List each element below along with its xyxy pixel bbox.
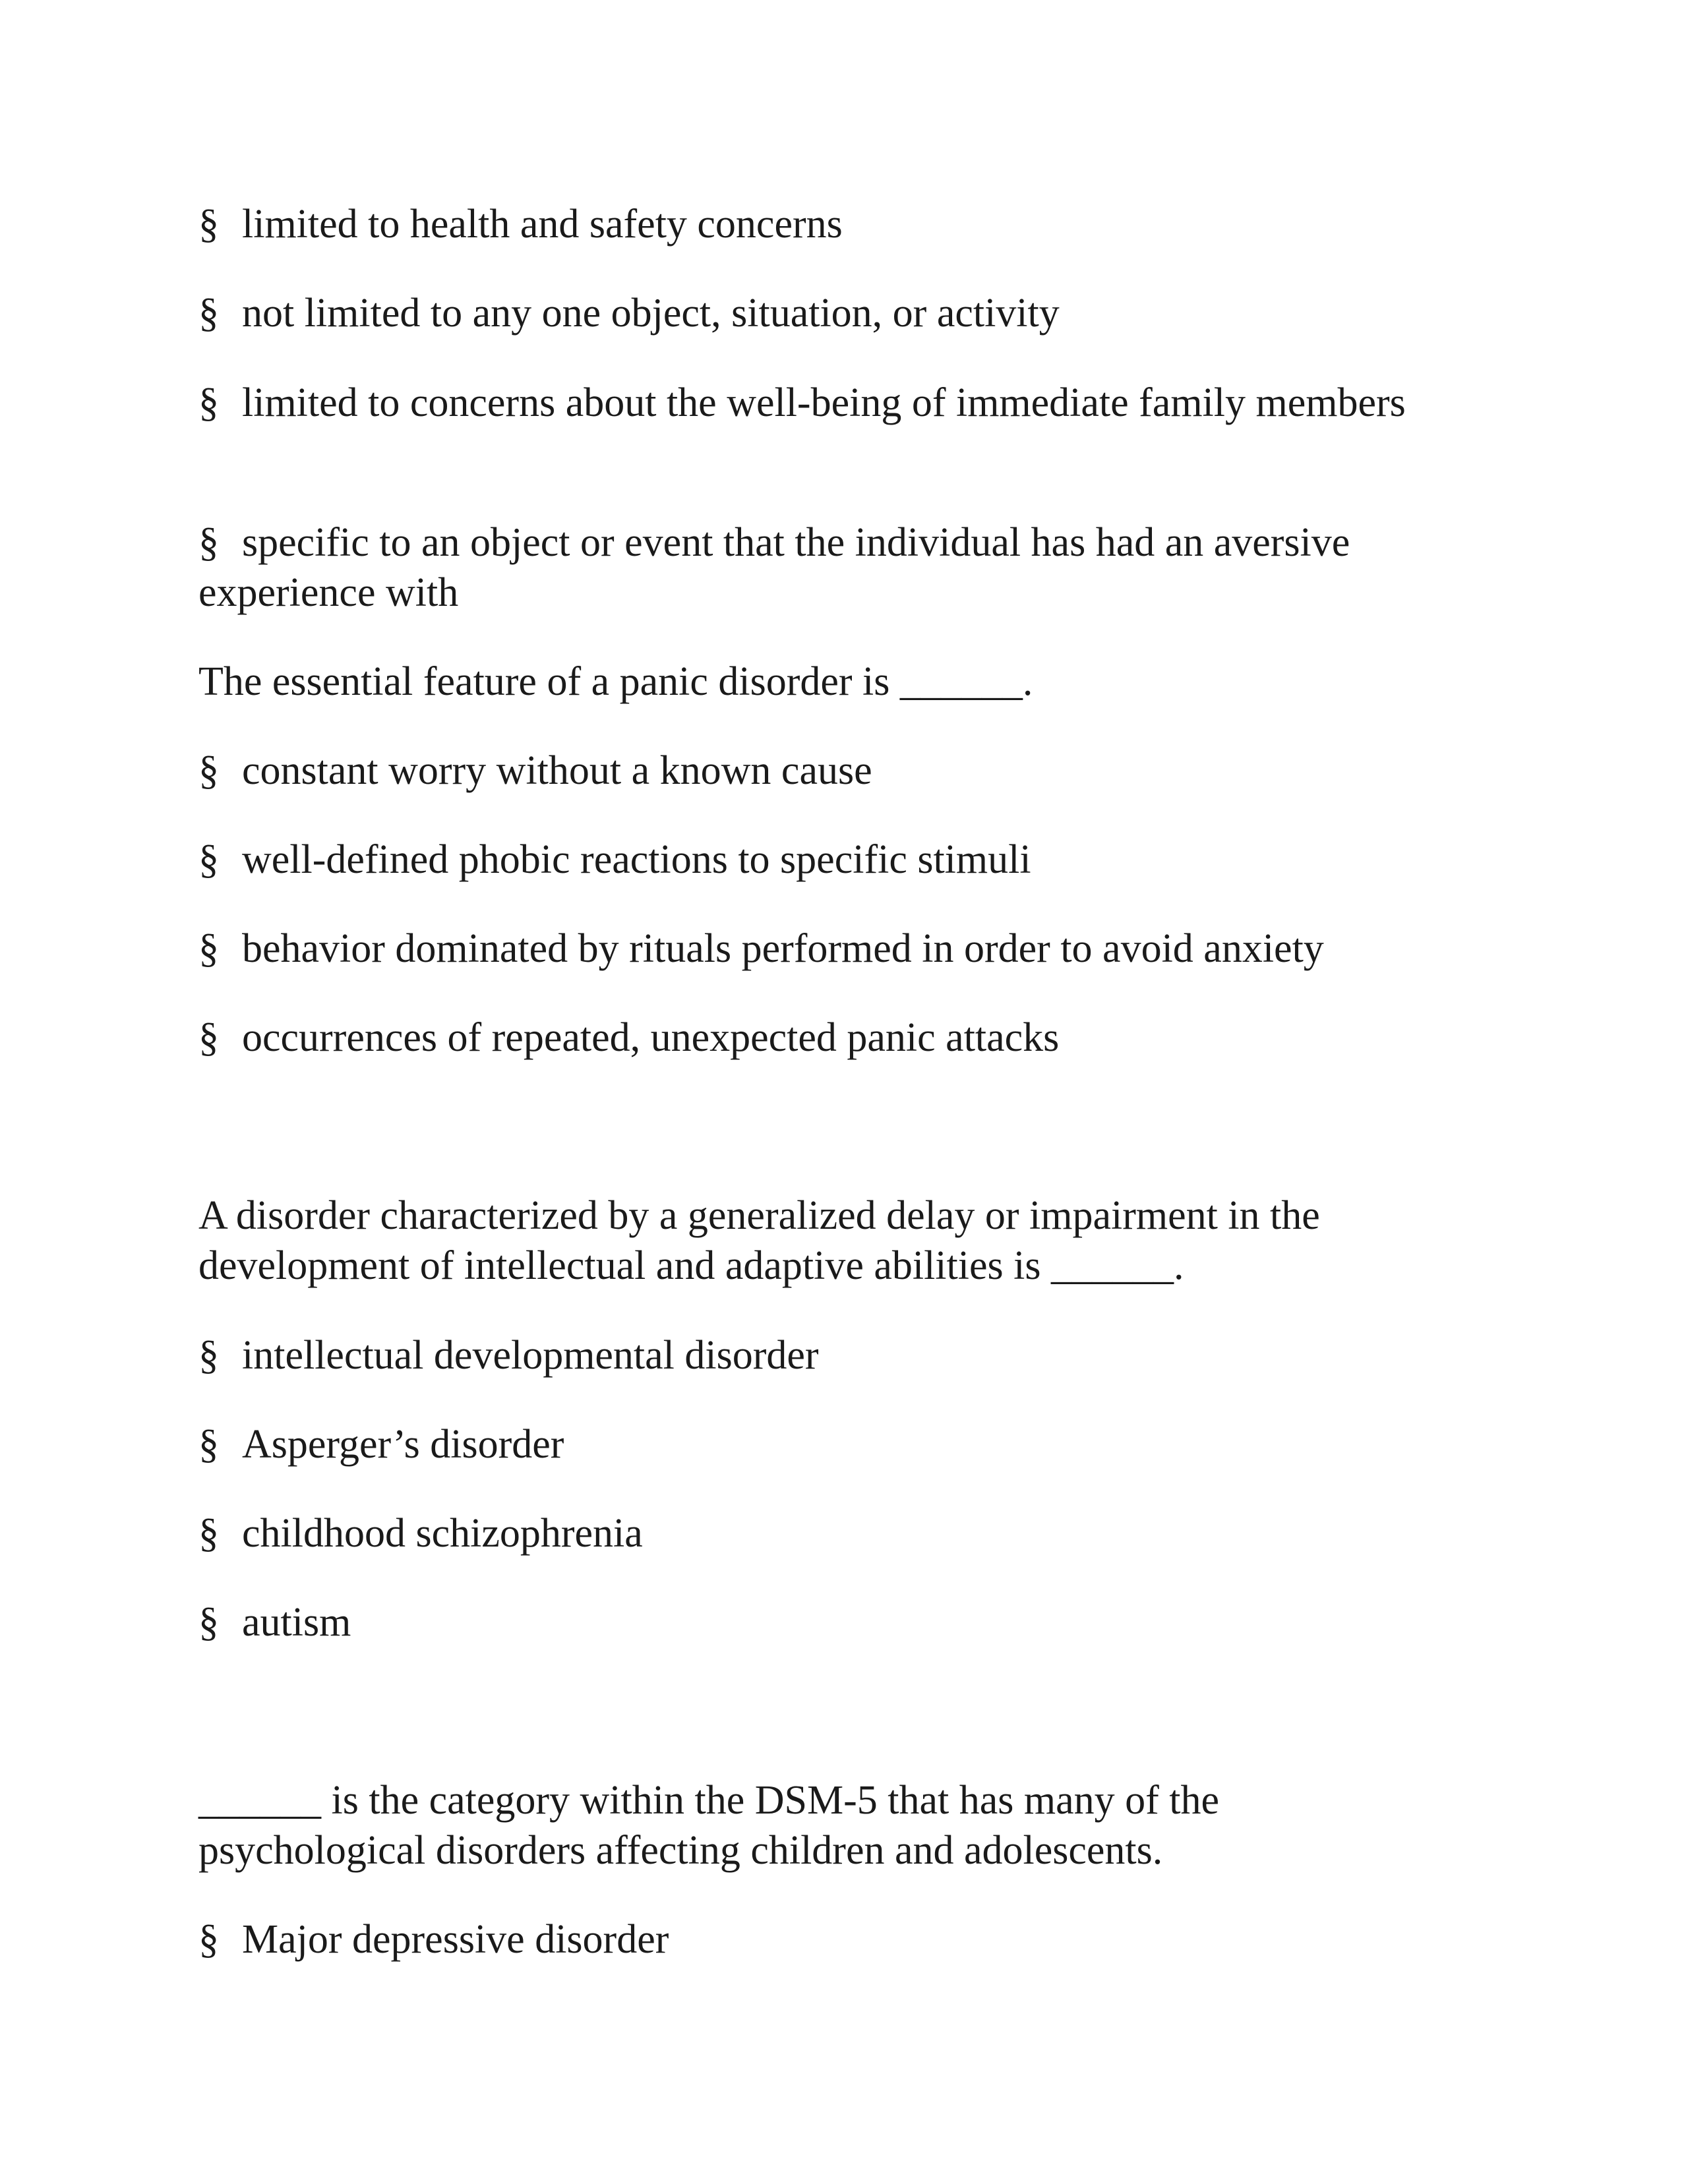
answer-option xyxy=(198,924,1504,974)
answer-option xyxy=(198,835,1504,885)
section-bullet: § xyxy=(198,520,219,565)
section-bullet: § xyxy=(198,1600,219,1645)
option-text: behavior dominated by rituals performed in order to avoid anxiety xyxy=(242,926,1324,971)
option-text: not limited to any one object, situation, or activity xyxy=(242,291,1060,336)
option-text: well-defined phobic reactions to specific stimuli xyxy=(242,837,1031,882)
section-bullet: § xyxy=(198,837,219,882)
option-text: Asperger’s disorder xyxy=(242,1422,564,1467)
section-bullet: § xyxy=(198,748,219,793)
answer-option xyxy=(198,517,1451,618)
answer-option xyxy=(198,1419,1504,1469)
option-text: constant worry without a known cause xyxy=(242,748,872,793)
question-text: ______ is the category within the DSM-5 that has many of the xyxy=(198,1778,1220,1823)
section-bullet: § xyxy=(198,1511,219,1556)
section-bullet: § xyxy=(198,291,219,336)
question-text: The essential feature of a panic disorder is ______. xyxy=(198,659,1033,704)
answer-option xyxy=(198,1330,1504,1380)
answer-option xyxy=(198,288,1504,338)
option-text: limited to concerns about the well-being of immediate family members xyxy=(242,380,1406,425)
question-text: A disorder characterized by a generalized delay or impairment in the xyxy=(198,1193,1320,1238)
answer-option xyxy=(198,199,1504,249)
option-text: limited to health and safety concerns xyxy=(242,202,843,247)
answer-option xyxy=(198,746,1504,796)
option-text: specific to an object or event that the individual has had an aversive experience with xyxy=(198,520,1350,615)
option-text: occurrences of repeated, unexpected panic attacks xyxy=(242,1015,1060,1060)
answer-option xyxy=(198,1914,1504,1964)
section-bullet: § xyxy=(198,1917,219,1962)
section-bullet: § xyxy=(198,926,219,971)
section-bullet: § xyxy=(198,1015,219,1060)
section-bullet: § xyxy=(198,202,219,247)
answer-option xyxy=(198,378,1451,428)
option-text: intellectual developmental disorder xyxy=(242,1333,819,1378)
section-bullet: § xyxy=(198,1422,219,1467)
option-text: autism xyxy=(242,1600,351,1645)
answer-option xyxy=(198,1013,1504,1063)
option-text: childhood schizophrenia xyxy=(242,1511,643,1556)
question-text: psychological disorders affecting children and adolescents. xyxy=(198,1828,1163,1873)
section-bullet: § xyxy=(198,1333,219,1378)
section-bullet: § xyxy=(198,380,219,425)
option-text: Major depressive disorder xyxy=(242,1917,669,1962)
answer-option xyxy=(198,1508,1504,1558)
question-text: development of intellectual and adaptive abilities is ______. xyxy=(198,1243,1184,1288)
answer-option xyxy=(198,1597,1504,1647)
